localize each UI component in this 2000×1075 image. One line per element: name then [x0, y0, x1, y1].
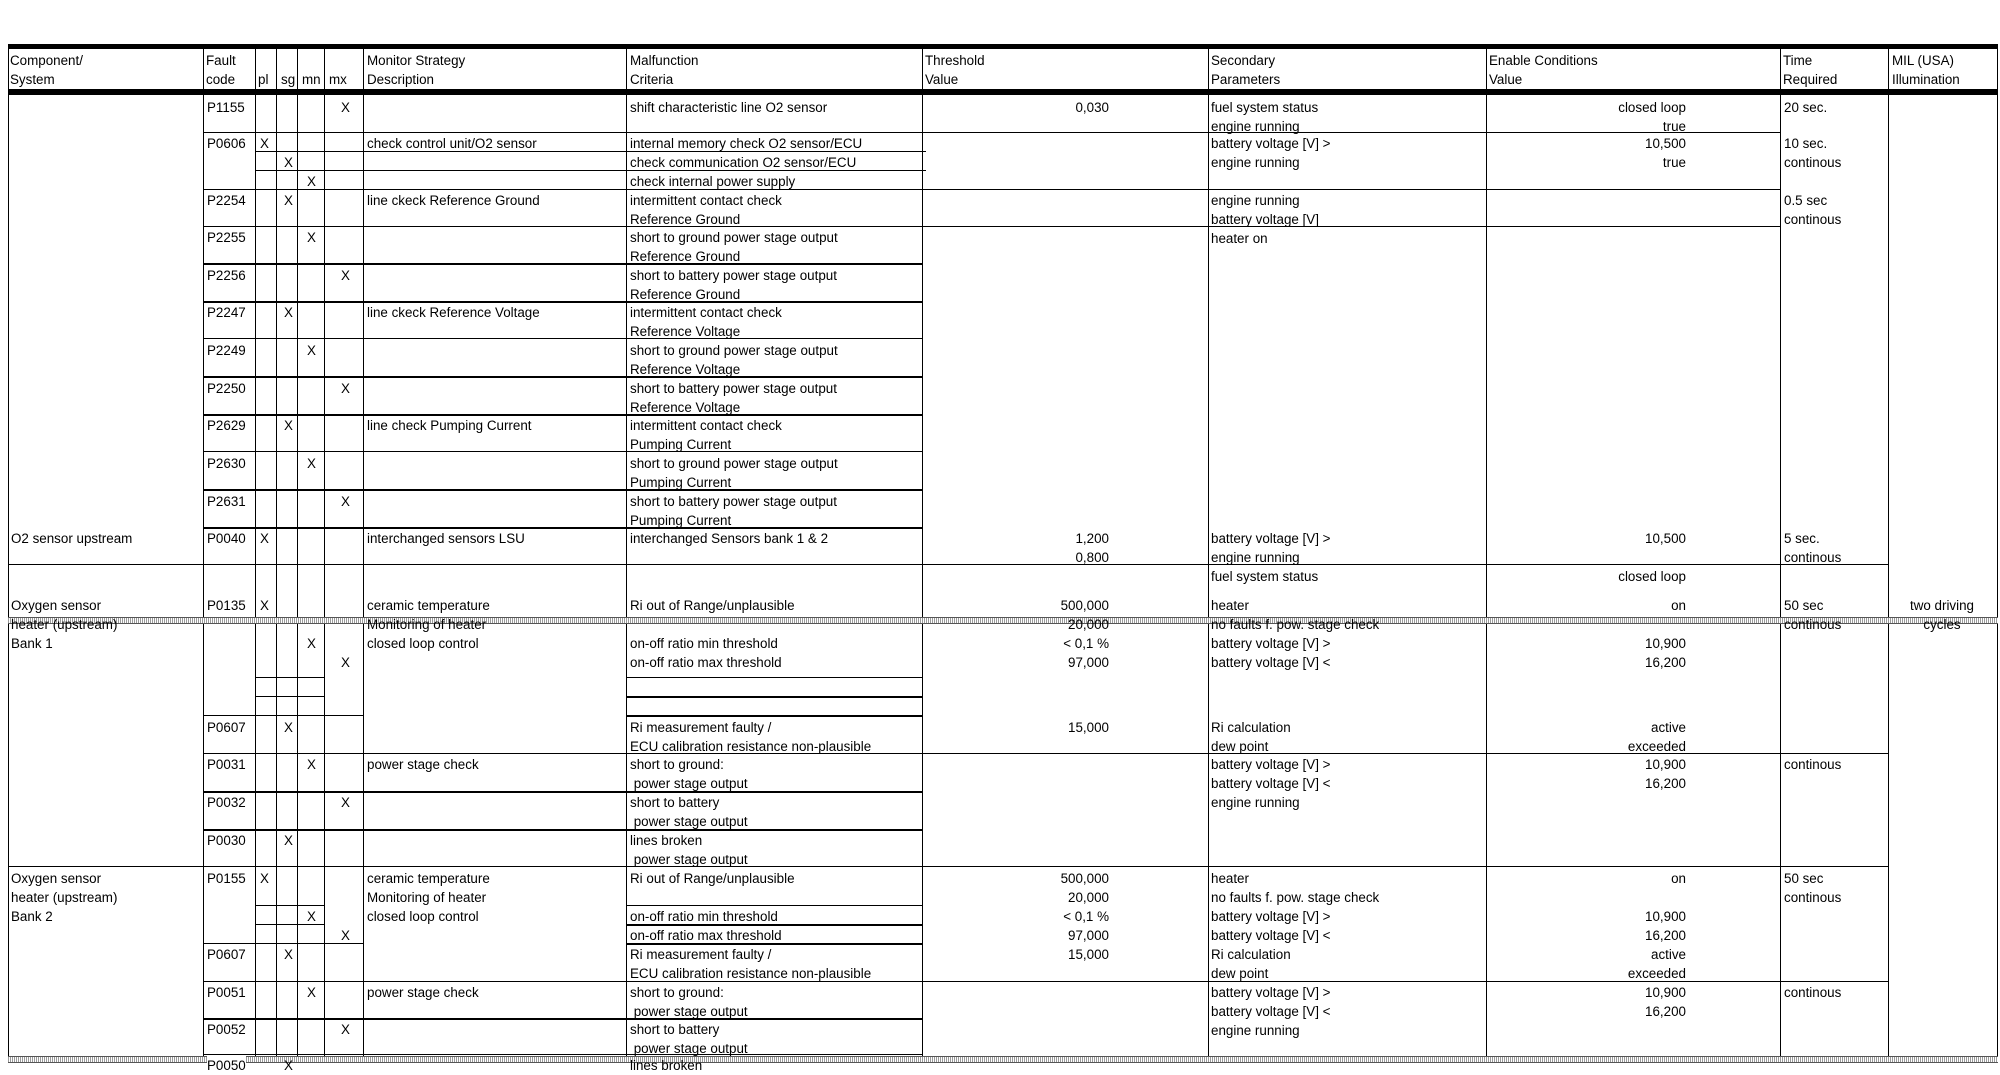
header-component: Component/ System: [10, 53, 83, 87]
malfunction-criteria: on-off ratio min threshold: [630, 636, 778, 651]
fault-code: P2250: [207, 381, 246, 396]
fault-code: P0032: [207, 795, 246, 810]
fault-code: P0051: [207, 985, 246, 1000]
enable-value: on: [1671, 598, 1686, 613]
secondary-parameters: battery voltage [V] > battery voltage [V] < engine running: [1211, 757, 1331, 810]
malfunction-criteria: intermittent contact check Reference Voltage: [630, 305, 782, 339]
diagnostic-table: [8, 44, 1998, 1073]
malfunction-criteria: shift characteristic line O2 sensor: [630, 100, 828, 115]
flag-mn: X: [307, 757, 316, 772]
fault-code: P2629: [207, 418, 246, 433]
secondary-parameters: engine running battery voltage [V] heater on: [1211, 193, 1319, 246]
enable-value: on: [1671, 871, 1686, 886]
header-threshold: Threshold Value: [925, 53, 985, 87]
monitor-strategy: line check Pumping Current: [367, 418, 532, 433]
header-mn: mn: [302, 72, 321, 87]
monitor-strategy: ceramic temperature Monitoring of heater closed loop control: [367, 598, 490, 651]
malfunction-criteria: on-off ratio max threshold: [630, 928, 782, 943]
flag-mx: X: [341, 795, 350, 810]
threshold-value: 15,000: [1068, 947, 1109, 962]
flag-sg: X: [284, 720, 293, 735]
time-required: 50 sec continous: [1784, 598, 1842, 632]
malfunction-criteria: Ri measurement faulty / ECU calibration resistance non-plausible: [630, 947, 872, 981]
malfunction-criteria: short to battery power stage output: [630, 795, 748, 829]
secondary-parameters: Ri calculation dew point: [1211, 720, 1291, 754]
flag-mn: X: [307, 343, 316, 358]
flag-pl: X: [260, 136, 269, 151]
header-mil: MIL (USA) Illumination: [1892, 53, 1960, 87]
flag-pl: X: [260, 531, 269, 546]
time-required: 5 sec. continous: [1784, 531, 1842, 565]
malfunction-criteria: check internal power supply: [630, 174, 796, 189]
flag-mx: X: [341, 268, 350, 283]
flag-mn: X: [307, 909, 316, 924]
fault-code: P0031: [207, 757, 246, 772]
flag-sg: X: [284, 947, 293, 962]
header-time: Time Required: [1783, 53, 1838, 87]
fault-code: P2255: [207, 230, 246, 245]
flag-mn: X: [307, 230, 316, 245]
flag-sg: X: [284, 1058, 293, 1073]
enable-value: 10,500 true: [1645, 136, 1686, 170]
malfunction-criteria: Ri measurement faulty / ECU calibration resistance non-plausible: [630, 720, 872, 754]
flag-mn: X: [307, 636, 316, 651]
secondary-parameters: Ri calculation dew point: [1211, 947, 1291, 981]
monitor-strategy: line ckeck Reference Ground: [367, 193, 540, 208]
enable-value: 10,500: [1645, 531, 1686, 546]
fault-code: P0052: [207, 1022, 246, 1037]
secondary-parameters: battery voltage [V] > engine running fuel system status: [1211, 531, 1331, 584]
header-pl: pl: [258, 72, 269, 87]
flag-pl: X: [260, 871, 269, 886]
secondary-parameters: battery voltage [V] > battery voltage [V] < engine running: [1211, 985, 1331, 1038]
enable-value: active exceeded: [1627, 947, 1686, 981]
header-sg: sg: [281, 72, 296, 87]
enable-value: 10,900 16,200: [1645, 985, 1686, 1019]
component-system: O2 sensor upstream: [11, 531, 133, 546]
malfunction-criteria: interchanged Sensors bank 1 & 2: [630, 531, 829, 546]
fault-code: P0606: [207, 136, 246, 151]
flag-pl: X: [260, 598, 269, 613]
monitor-strategy: check control unit/O2 sensor: [367, 136, 537, 151]
flag-mx: X: [341, 381, 350, 396]
enable-value: 10,900 16,200: [1645, 909, 1686, 943]
flag-sg: X: [284, 418, 293, 433]
time-required: 0.5 sec continous: [1784, 193, 1842, 227]
header-fault-code: Fault code: [206, 53, 236, 87]
secondary-parameters: fuel system status engine running: [1211, 100, 1319, 134]
enable-value: closed loop true: [1618, 100, 1686, 134]
malfunction-criteria: on-off ratio max threshold: [630, 655, 782, 670]
enable-value: closed loop: [1618, 569, 1686, 584]
flag-mx: X: [341, 100, 350, 115]
header-bottom-rule: [8, 89, 1998, 95]
fault-code: P2247: [207, 305, 246, 320]
fault-code: P0607: [207, 947, 246, 962]
fault-code: P0040: [207, 531, 246, 546]
flag-mn: X: [307, 174, 316, 189]
time-required: 10 sec. continous: [1784, 136, 1842, 170]
component-system: Oxygen sensor heater (upstream) Bank 1: [11, 598, 118, 651]
monitor-strategy: line ckeck Reference Voltage: [367, 305, 540, 320]
threshold-value: 0,030: [1075, 100, 1109, 115]
malfunction-criteria: check communication O2 sensor/ECU: [630, 155, 857, 170]
fault-code: P1155: [207, 100, 245, 115]
malfunction-criteria: lines broken: [630, 1058, 703, 1073]
time-required: continous: [1784, 757, 1842, 772]
fault-code: P2630: [207, 456, 246, 471]
time-required: continous: [1784, 985, 1842, 1000]
flag-sg: X: [284, 193, 293, 208]
threshold-value: 500,000 20,000 < 0,1 % 97,000: [1060, 598, 1109, 670]
monitor-strategy: interchanged sensors LSU: [367, 531, 525, 546]
fault-code: P0135: [207, 598, 246, 613]
malfunction-criteria: short to battery power stage output Reference Ground: [630, 268, 837, 302]
malfunction-criteria: short to ground power stage output Pumping Current: [630, 456, 838, 490]
fault-code: P2256: [207, 268, 246, 283]
fault-code: P0155: [207, 871, 246, 886]
enable-value: active exceeded: [1627, 720, 1686, 754]
monitor-strategy: power stage check: [367, 985, 479, 1000]
threshold-value: 500,000 20,000 < 0,1 % 97,000: [1060, 871, 1109, 943]
secondary-parameters: heater no faults f. pow. stage check battery voltage [V] > battery voltage [V] <: [1211, 871, 1380, 943]
malfunction-criteria: Ri out of Range/unplausible: [630, 871, 795, 886]
malfunction-criteria: intermittent contact check Reference Ground: [630, 193, 782, 227]
malfunction-criteria: intermittent contact check Pumping Current: [630, 418, 782, 452]
header-enable: Enable Conditions Value: [1489, 53, 1598, 87]
malfunction-criteria: short to ground power stage output Reference Ground: [630, 230, 838, 264]
malfunction-criteria: short to ground power stage output Reference Voltage: [630, 343, 838, 377]
flag-mn: X: [307, 985, 316, 1000]
flag-mx: X: [341, 928, 350, 943]
secondary-parameters: heater no faults f. pow. stage check battery voltage [V] > battery voltage [V] <: [1211, 598, 1380, 670]
header-malfunction: Malfunction Criteria: [630, 53, 699, 87]
fault-code: P0030: [207, 833, 246, 848]
secondary-parameters: battery voltage [V] > engine running: [1211, 136, 1331, 170]
fault-code: P2631: [207, 494, 246, 509]
flag-sg: X: [284, 833, 293, 848]
threshold-value: 1,200 0,800: [1075, 531, 1109, 565]
header-top-rule: [8, 44, 1998, 49]
malfunction-criteria: short to battery power stage output Reference Voltage: [630, 381, 837, 415]
enable-value: 10,900 16,200: [1645, 636, 1686, 670]
fault-code: P2254: [207, 193, 246, 208]
fault-code: P0607: [207, 720, 246, 735]
flag-mx: X: [341, 494, 350, 509]
header-mx: mx: [329, 72, 347, 87]
malfunction-criteria: short to ground: power stage output: [630, 757, 748, 791]
mil-illumination: two driving cycles: [1909, 598, 1974, 632]
malfunction-criteria: lines broken power stage output: [630, 833, 748, 867]
component-system: Oxygen sensor heater (upstream) Bank 2: [11, 871, 118, 924]
fault-code: P2249: [207, 343, 246, 358]
flag-sg: X: [284, 305, 293, 320]
enable-value: 10,900 16,200: [1645, 757, 1686, 791]
threshold-value: 15,000: [1068, 720, 1109, 735]
flag-mx: X: [341, 655, 350, 670]
malfunction-criteria: short to battery power stage output Pumping Current: [630, 494, 837, 528]
header-strategy: Monitor Strategy Description: [367, 53, 466, 87]
flag-mx: X: [341, 1022, 350, 1037]
flag-sg: X: [284, 155, 293, 170]
malfunction-criteria: Ri out of Range/unplausible: [630, 598, 795, 613]
monitor-strategy: power stage check: [367, 757, 479, 772]
time-required: 20 sec.: [1784, 100, 1828, 115]
fault-code: P0050: [207, 1058, 246, 1073]
malfunction-criteria: short to ground: power stage output: [630, 985, 748, 1019]
malfunction-criteria: short to battery power stage output: [630, 1022, 748, 1056]
header-secondary: Secondary Parameters: [1211, 53, 1281, 87]
malfunction-criteria: internal memory check O2 sensor/ECU: [630, 136, 863, 151]
monitor-strategy: ceramic temperature Monitoring of heater closed loop control: [367, 871, 490, 924]
time-required: 50 sec continous: [1784, 871, 1842, 905]
malfunction-criteria: on-off ratio min threshold: [630, 909, 778, 924]
flag-mn: X: [307, 456, 316, 471]
